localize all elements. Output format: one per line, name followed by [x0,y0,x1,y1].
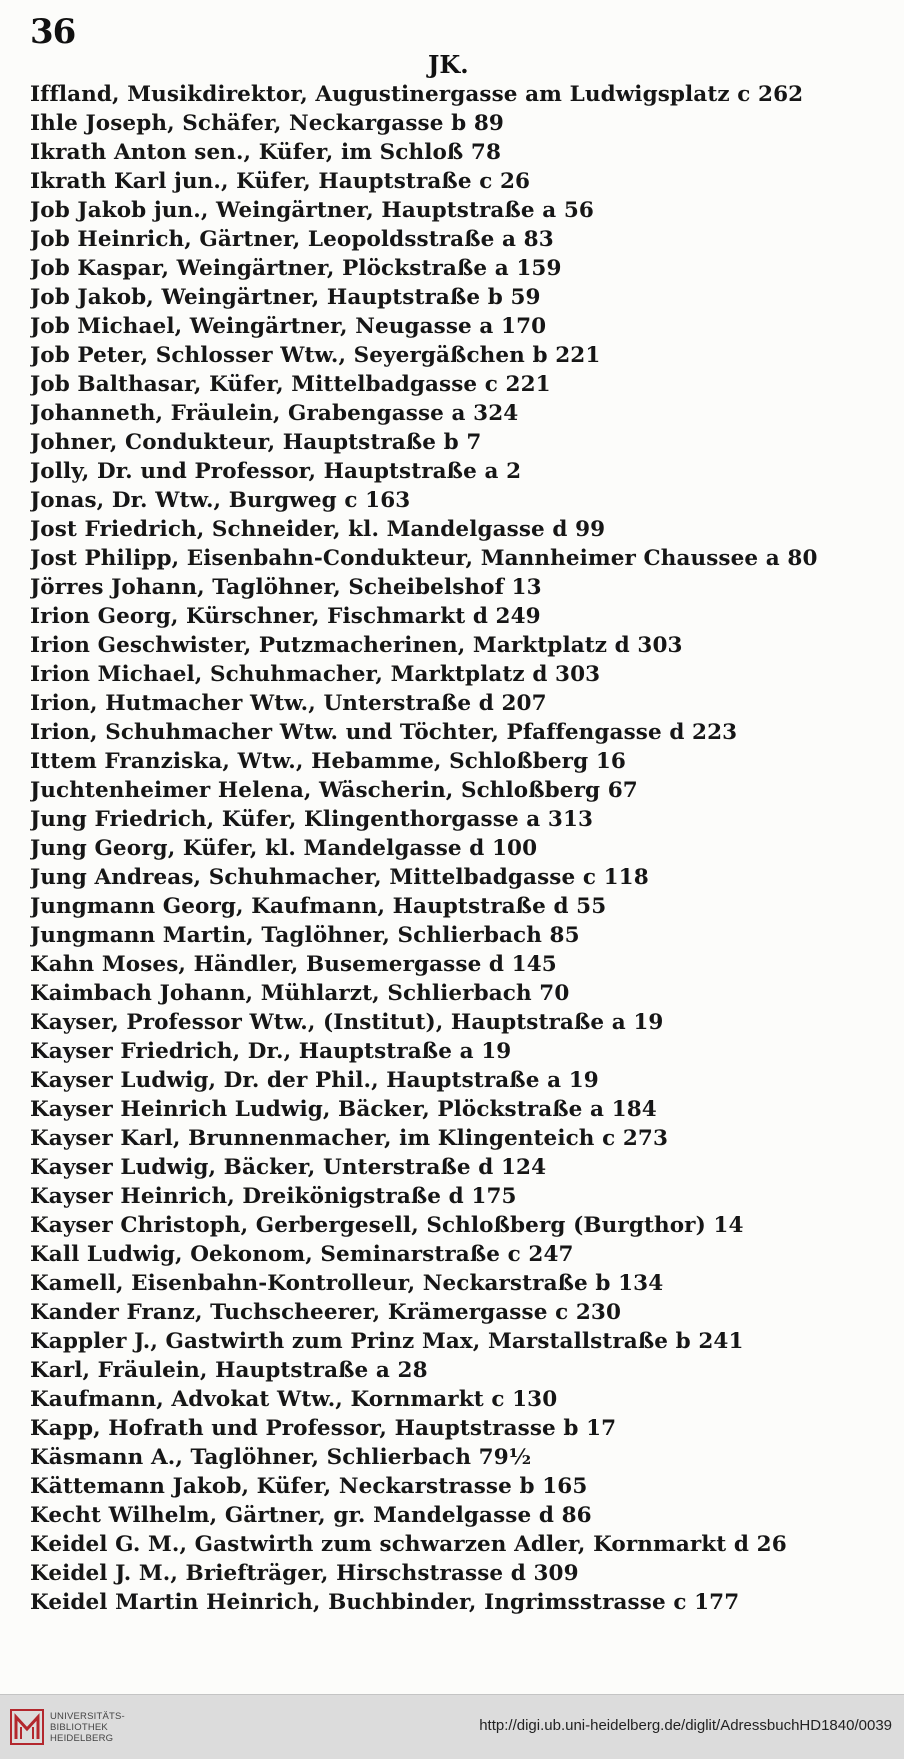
directory-entry: Irion, Schuhmacher Wtw. und Töchter, Pfaffengasse d 223 [30,720,738,745]
directory-entry: Ihle Joseph, Schäfer, Neckargasse b 89 [30,111,504,136]
directory-entry: Keidel Martin Heinrich, Buchbinder, Ingrimsstrasse c 177 [30,1590,740,1615]
directory-entry: Kahn Moses, Händler, Busemergasse d 145 [30,952,557,977]
directory-entry: Ikrath Karl jun., Küfer, Hauptstraße c 26 [30,169,531,194]
directory-entry: Johner, Condukteur, Hauptstraße b 7 [30,430,482,455]
directory-entry: Kayser Heinrich Ludwig, Bäcker, Plöckstraße a 184 [30,1097,657,1122]
directory-entry: Jungmann Martin, Taglöhner, Schlierbach 85 [30,923,580,948]
page-number: 36 [30,12,76,52]
source-url-link[interactable]: http://digi.ub.uni-heidelberg.de/diglit/AdressbuchHD1840/0039 [479,1717,892,1734]
directory-entry: Irion, Hutmacher Wtw., Unterstraße d 207 [30,691,547,716]
directory-entry: Jung Andreas, Schuhmacher, Mittelbadgasse c 118 [30,865,649,890]
section-heading: JK. [428,50,469,79]
directory-entry: Irion Geschwister, Putzmacherinen, Marktplatz d 303 [30,633,683,658]
directory-entry: Kayser Heinrich, Dreikönigstraße d 175 [30,1184,517,1209]
library-name-line: BIBLIOTHEK [50,1722,108,1733]
directory-entry: Kamell, Eisenbahn-Kontrolleur, Neckarstraße b 134 [30,1271,664,1296]
directory-entry: Iffland, Musikdirektor, Augustinergasse am Ludwigsplatz c 262 [30,82,804,107]
directory-entry: Kayser Ludwig, Dr. der Phil., Hauptstraße a 19 [30,1068,599,1093]
directory-entries [30,80,880,1617]
directory-entry: Kaimbach Johann, Mühlarzt, Schlierbach 70 [30,981,570,1006]
directory-entry: Jost Philipp, Eisenbahn-Condukteur, Mannheimer Chaussee a 80 [30,546,818,571]
directory-entry: Irion Michael, Schuhmacher, Marktplatz d 303 [30,662,601,687]
directory-entry: Jost Friedrich, Schneider, kl. Mandelgasse d 99 [30,517,606,542]
library-name [50,1711,170,1744]
directory-entry: Jörres Johann, Taglöhner, Scheibelshof 13 [30,575,542,600]
directory-entry: Jonas, Dr. Wtw., Burgweg c 163 [30,488,411,513]
directory-entry: Kayser Ludwig, Bäcker, Unterstraße d 124 [30,1155,547,1180]
directory-entry: Kappler J., Gastwirth zum Prinz Max, Marstallstraße b 241 [30,1329,744,1354]
directory-entry: Johanneth, Fräulein, Grabengasse a 324 [30,401,519,426]
directory-entry: Jung Georg, Küfer, kl. Mandelgasse d 100 [30,836,538,861]
directory-entry: Job Jakob jun., Weingärtner, Hauptstraße a 56 [30,198,594,223]
library-name-line: UNIVERSITÄTS- [50,1711,125,1722]
directory-entry: Jungmann Georg, Kaufmann, Hauptstraße d 55 [30,894,607,919]
directory-entry: Kaufmann, Advokat Wtw., Kornmarkt c 130 [30,1387,558,1412]
directory-entry: Job Peter, Schlosser Wtw., Seyergäßchen b 221 [30,343,601,368]
directory-entry: Jung Friedrich, Küfer, Klingenthorgasse a 313 [30,807,594,832]
directory-entry: Job Michael, Weingärtner, Neugasse a 170 [30,314,547,339]
directory-entry: Keidel G. M., Gastwirth zum schwarzen Adler, Kornmarkt d 26 [30,1532,787,1557]
directory-entry: Jolly, Dr. und Professor, Hauptstraße a 2 [30,459,522,484]
directory-entry: Käsmann A., Taglöhner, Schlierbach 79½ [30,1445,532,1470]
directory-entry: Kayser, Professor Wtw., (Institut), Hauptstraße a 19 [30,1010,664,1035]
library-name-line: HEIDELBERG [50,1733,114,1744]
directory-entry: Kall Ludwig, Oekonom, Seminarstraße c 247 [30,1242,574,1267]
digitization-footer [0,1694,904,1759]
directory-entry: Kättemann Jakob, Küfer, Neckarstrasse b 165 [30,1474,588,1499]
directory-entry: Job Balthasar, Küfer, Mittelbadgasse c 221 [30,372,551,397]
directory-entry: Irion Georg, Kürschner, Fischmarkt d 249 [30,604,541,629]
directory-entry: Kayser Friedrich, Dr., Hauptstraße a 19 [30,1039,512,1064]
directory-entry: Job Kaspar, Weingärtner, Plöckstraße a 159 [30,256,562,281]
directory-entry: Ittem Franziska, Wtw., Hebamme, Schloßberg 16 [30,749,626,774]
directory-entry: Keidel J. M., Briefträger, Hirschstrasse d 309 [30,1561,579,1586]
directory-entry: Kecht Wilhelm, Gärtner, gr. Mandelgasse d 86 [30,1503,592,1528]
directory-entry: Job Jakob, Weingärtner, Hauptstraße b 59 [30,285,541,310]
directory-entry: Kayser Christoph, Gerbergesell, Schloßberg (Burgthor) 14 [30,1213,744,1238]
directory-entry: Juchtenheimer Helena, Wäscherin, Schloßberg 67 [30,778,638,803]
university-library-logo-icon [10,1709,44,1745]
directory-entry: Kayser Karl, Brunnenmacher, im Klingenteich c 273 [30,1126,669,1151]
directory-entry: Kander Franz, Tuchscheerer, Krämergasse c 230 [30,1300,622,1325]
directory-entry: Job Heinrich, Gärtner, Leopoldsstraße a 83 [30,227,554,252]
directory-entry: Kapp, Hofrath und Professor, Hauptstrasse b 17 [30,1416,617,1441]
directory-entry: Ikrath Anton sen., Küfer, im Schloß 78 [30,140,502,165]
directory-entry: Karl, Fräulein, Hauptstraße a 28 [30,1358,428,1383]
